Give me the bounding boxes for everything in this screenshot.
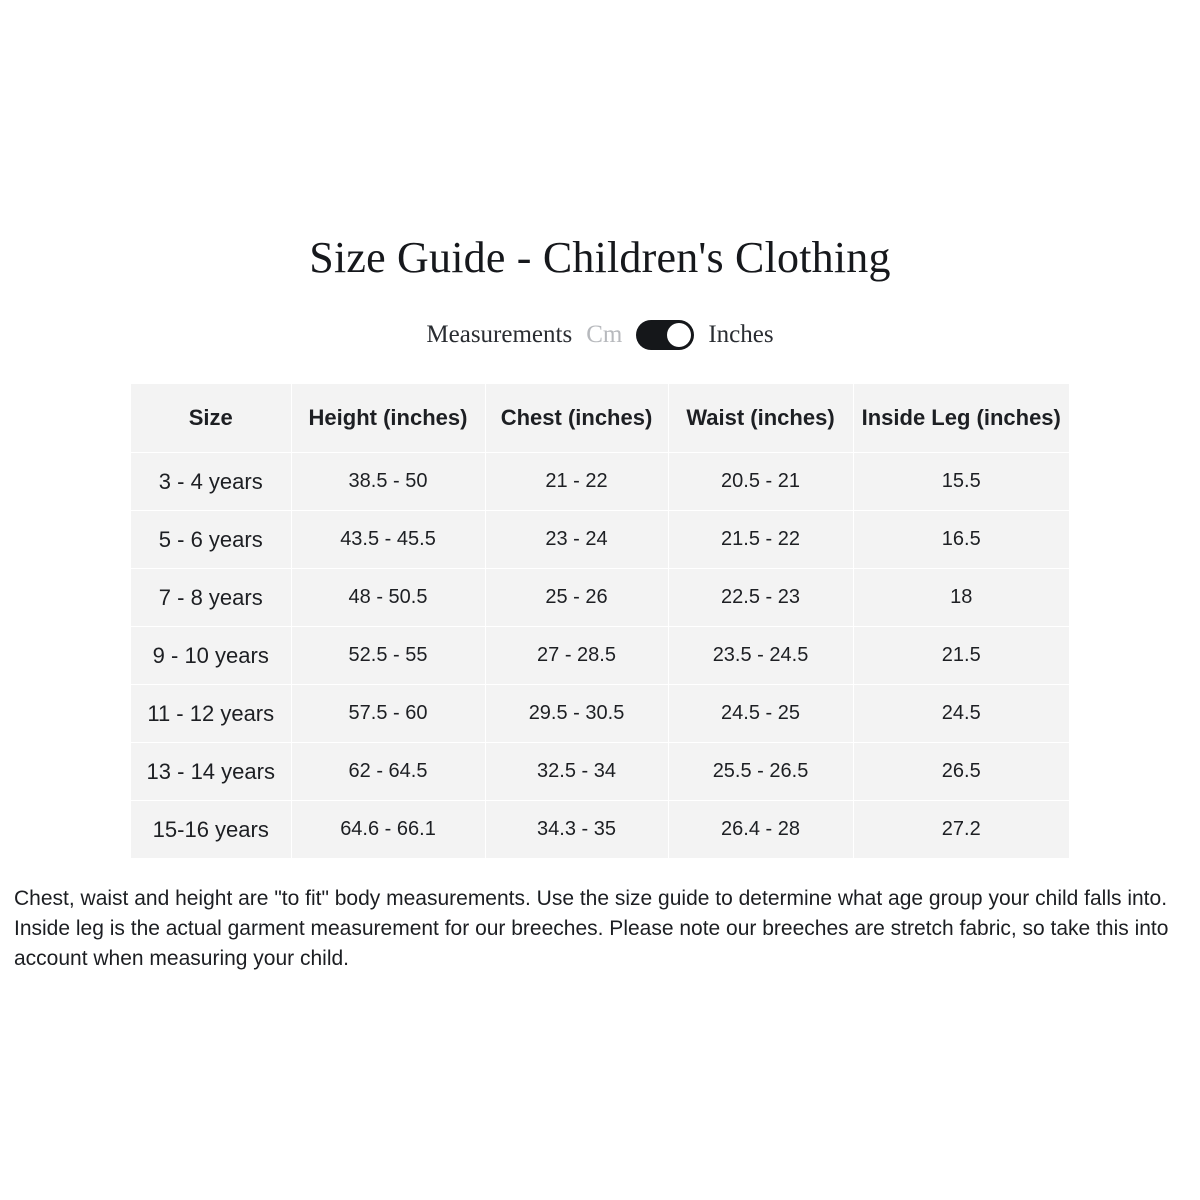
cell-chest: 29.5 - 30.5: [485, 685, 668, 743]
cell-inside-leg: 24.5: [853, 685, 1069, 743]
cell-inside-leg: 27.2: [853, 801, 1069, 859]
cell-height: 38.5 - 50: [291, 453, 485, 511]
cell-chest: 21 - 22: [485, 453, 668, 511]
cell-waist: 24.5 - 25: [668, 685, 853, 743]
column-header-waist: Waist (inches): [668, 384, 853, 453]
unit-toggle-row: [0, 320, 1200, 350]
table-row: [131, 801, 1069, 859]
cell-height: 52.5 - 55: [291, 627, 485, 685]
cell-size: 9 - 10 years: [131, 627, 291, 685]
cell-chest: 32.5 - 34: [485, 743, 668, 801]
cell-height: 43.5 - 45.5: [291, 511, 485, 569]
cell-chest: 34.3 - 35: [485, 801, 668, 859]
cell-size: 13 - 14 years: [131, 743, 291, 801]
cell-height: 48 - 50.5: [291, 569, 485, 627]
table-body: [131, 453, 1069, 859]
table-header-row: [131, 384, 1069, 453]
cell-inside-leg: 18: [853, 569, 1069, 627]
size-table: [131, 384, 1069, 858]
cell-waist: 21.5 - 22: [668, 511, 853, 569]
cell-size: 11 - 12 years: [131, 685, 291, 743]
size-table-container: [131, 384, 1069, 858]
measurements-label: Measurements: [426, 321, 573, 348]
column-header-chest: Chest (inches): [485, 384, 668, 453]
table-row: [131, 511, 1069, 569]
cell-waist: 23.5 - 24.5: [668, 627, 853, 685]
table-header: [131, 384, 1069, 453]
table-row: [131, 569, 1069, 627]
cell-size: 15-16 years: [131, 801, 291, 859]
table-row: [131, 685, 1069, 743]
column-header-size: Size: [131, 384, 291, 453]
cell-waist: 25.5 - 26.5: [668, 743, 853, 801]
cell-inside-leg: 26.5: [853, 743, 1069, 801]
cell-size: 5 - 6 years: [131, 511, 291, 569]
cell-inside-leg: 15.5: [853, 453, 1069, 511]
unit-toggle-switch[interactable]: [636, 320, 694, 350]
measurement-note: Chest, waist and height are "to fit" body measurements. Use the size guide to determine what age group your child falls into. Inside leg is the actual garment measurement for our breeches. Please note our breeches are stretch fabric, so take this into account when measuring your child.: [14, 887, 1169, 970]
table-row: [131, 453, 1069, 511]
cell-height: 62 - 64.5: [291, 743, 485, 801]
cell-chest: 27 - 28.5: [485, 627, 668, 685]
cell-waist: 26.4 - 28: [668, 801, 853, 859]
page-title: Size Guide - Children's Clothing: [309, 233, 891, 282]
cell-waist: 22.5 - 23: [668, 569, 853, 627]
column-header-inside-leg: Inside Leg (inches): [853, 384, 1069, 453]
cell-size: 7 - 8 years: [131, 569, 291, 627]
cell-height: 57.5 - 60: [291, 685, 485, 743]
cell-waist: 20.5 - 21: [668, 453, 853, 511]
toggle-knob: [667, 323, 691, 347]
unit-option-cm[interactable]: Cm: [586, 321, 623, 348]
column-header-height: Height (inches): [291, 384, 485, 453]
cell-inside-leg: 16.5: [853, 511, 1069, 569]
table-row: [131, 743, 1069, 801]
cell-size: 3 - 4 years: [131, 453, 291, 511]
cell-height: 64.6 - 66.1: [291, 801, 485, 859]
cell-chest: 23 - 24: [485, 511, 668, 569]
table-row: [131, 627, 1069, 685]
cell-inside-leg: 21.5: [853, 627, 1069, 685]
cell-chest: 25 - 26: [485, 569, 668, 627]
unit-option-inches[interactable]: Inches: [708, 321, 774, 348]
